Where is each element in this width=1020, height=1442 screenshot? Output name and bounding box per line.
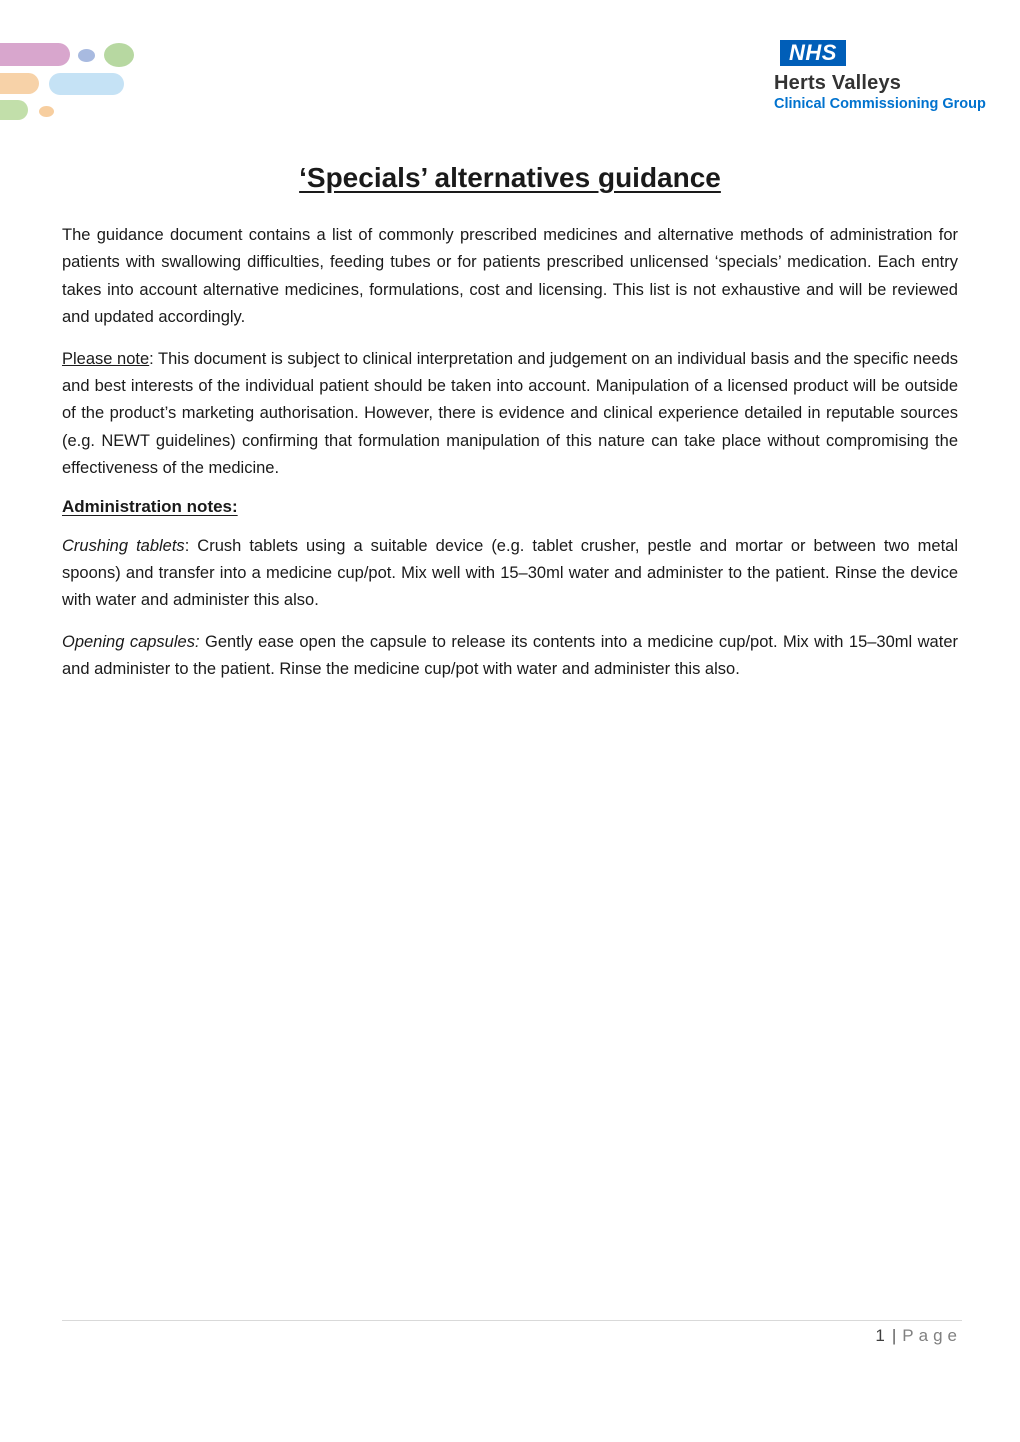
- administration-notes-heading: [62, 495, 958, 519]
- crushing-tablets-text: : Crush tablets using a suitable device (e.g. tablet crusher, pestle and mortar or between two metal spoons) and transfer into a medicine cup/pot. Mix well with 15–30ml water and administer to the patient. Rinse the device with water and administer this also.: [62, 536, 958, 610]
- green-pill-shape: [0, 100, 28, 120]
- orange-dot-shape: [39, 106, 54, 117]
- page-number: [62, 1326, 962, 1346]
- nhs-logo-text: NHS: [789, 39, 837, 65]
- opening-capsules-paragraph: [62, 629, 958, 684]
- document-content: [0, 158, 1020, 684]
- lightblue-pill-shape: [49, 73, 124, 95]
- intro-paragraph: The guidance document contains a list of commonly prescribed medicines and alternative methods of administration for patients with swallowing difficulties, feeding tubes or for patients prescribed unlicensed ‘specials’ medication. Each entry takes into account alternative medicines, formulations, cost and licensing. This list is not exhaustive and will be reviewed and updated accordingly.: [62, 226, 958, 327]
- page-footer: [62, 1320, 962, 1346]
- blue-dot-shape: [78, 49, 95, 62]
- pink-pill-shape: [0, 43, 70, 66]
- footer-divider: [62, 1320, 962, 1321]
- crushing-tablets-paragraph: [62, 533, 958, 615]
- please-note-paragraph: [62, 346, 958, 483]
- page-number-value: 1: [875, 1326, 886, 1345]
- nhs-org-type: Clinical Commissioning Group: [774, 96, 986, 112]
- nhs-org-name: Herts Valleys: [774, 72, 902, 94]
- hvccg-decorative-logo: [0, 0, 170, 140]
- page-title-text: ‘Specials’ alternatives guidance: [299, 162, 721, 193]
- orange-pill-shape: [0, 73, 39, 94]
- please-note-text: : This document is subject to clinical interpretation and judgement on an individual basis and the specific needs and best interests of the individual patient should be taken into account. Manipulation of a licensed product will be outside of the product’s marketing authorisation. However, there is evidence and clinical experience detailed in reputable sources (e.g. NEWT guidelines) confirming that formulation manipulation of this nature can take place without compromising the effectiveness of the medicine.: [62, 349, 958, 478]
- page-number-label: Page: [902, 1326, 962, 1345]
- administration-notes-heading-text: Administration notes:: [62, 496, 238, 516]
- opening-capsules-text: Gently ease open the capsule to release its contents into a medicine cup/pot. Mix with 15–30ml water and administer to the patient. Rinse the medicine cup/pot with water and administer this also.: [62, 632, 958, 679]
- page-title: [62, 158, 958, 198]
- green-ellipse-shape: [104, 43, 134, 67]
- page-number-separator: |: [891, 1326, 897, 1345]
- opening-capsules-label: Opening capsules:: [62, 632, 200, 651]
- nhs-logo-box: [780, 40, 846, 66]
- nhs-logo: [774, 40, 986, 112]
- crushing-tablets-label: Crushing tablets: [62, 536, 185, 555]
- please-note-label: Please note: [62, 349, 150, 368]
